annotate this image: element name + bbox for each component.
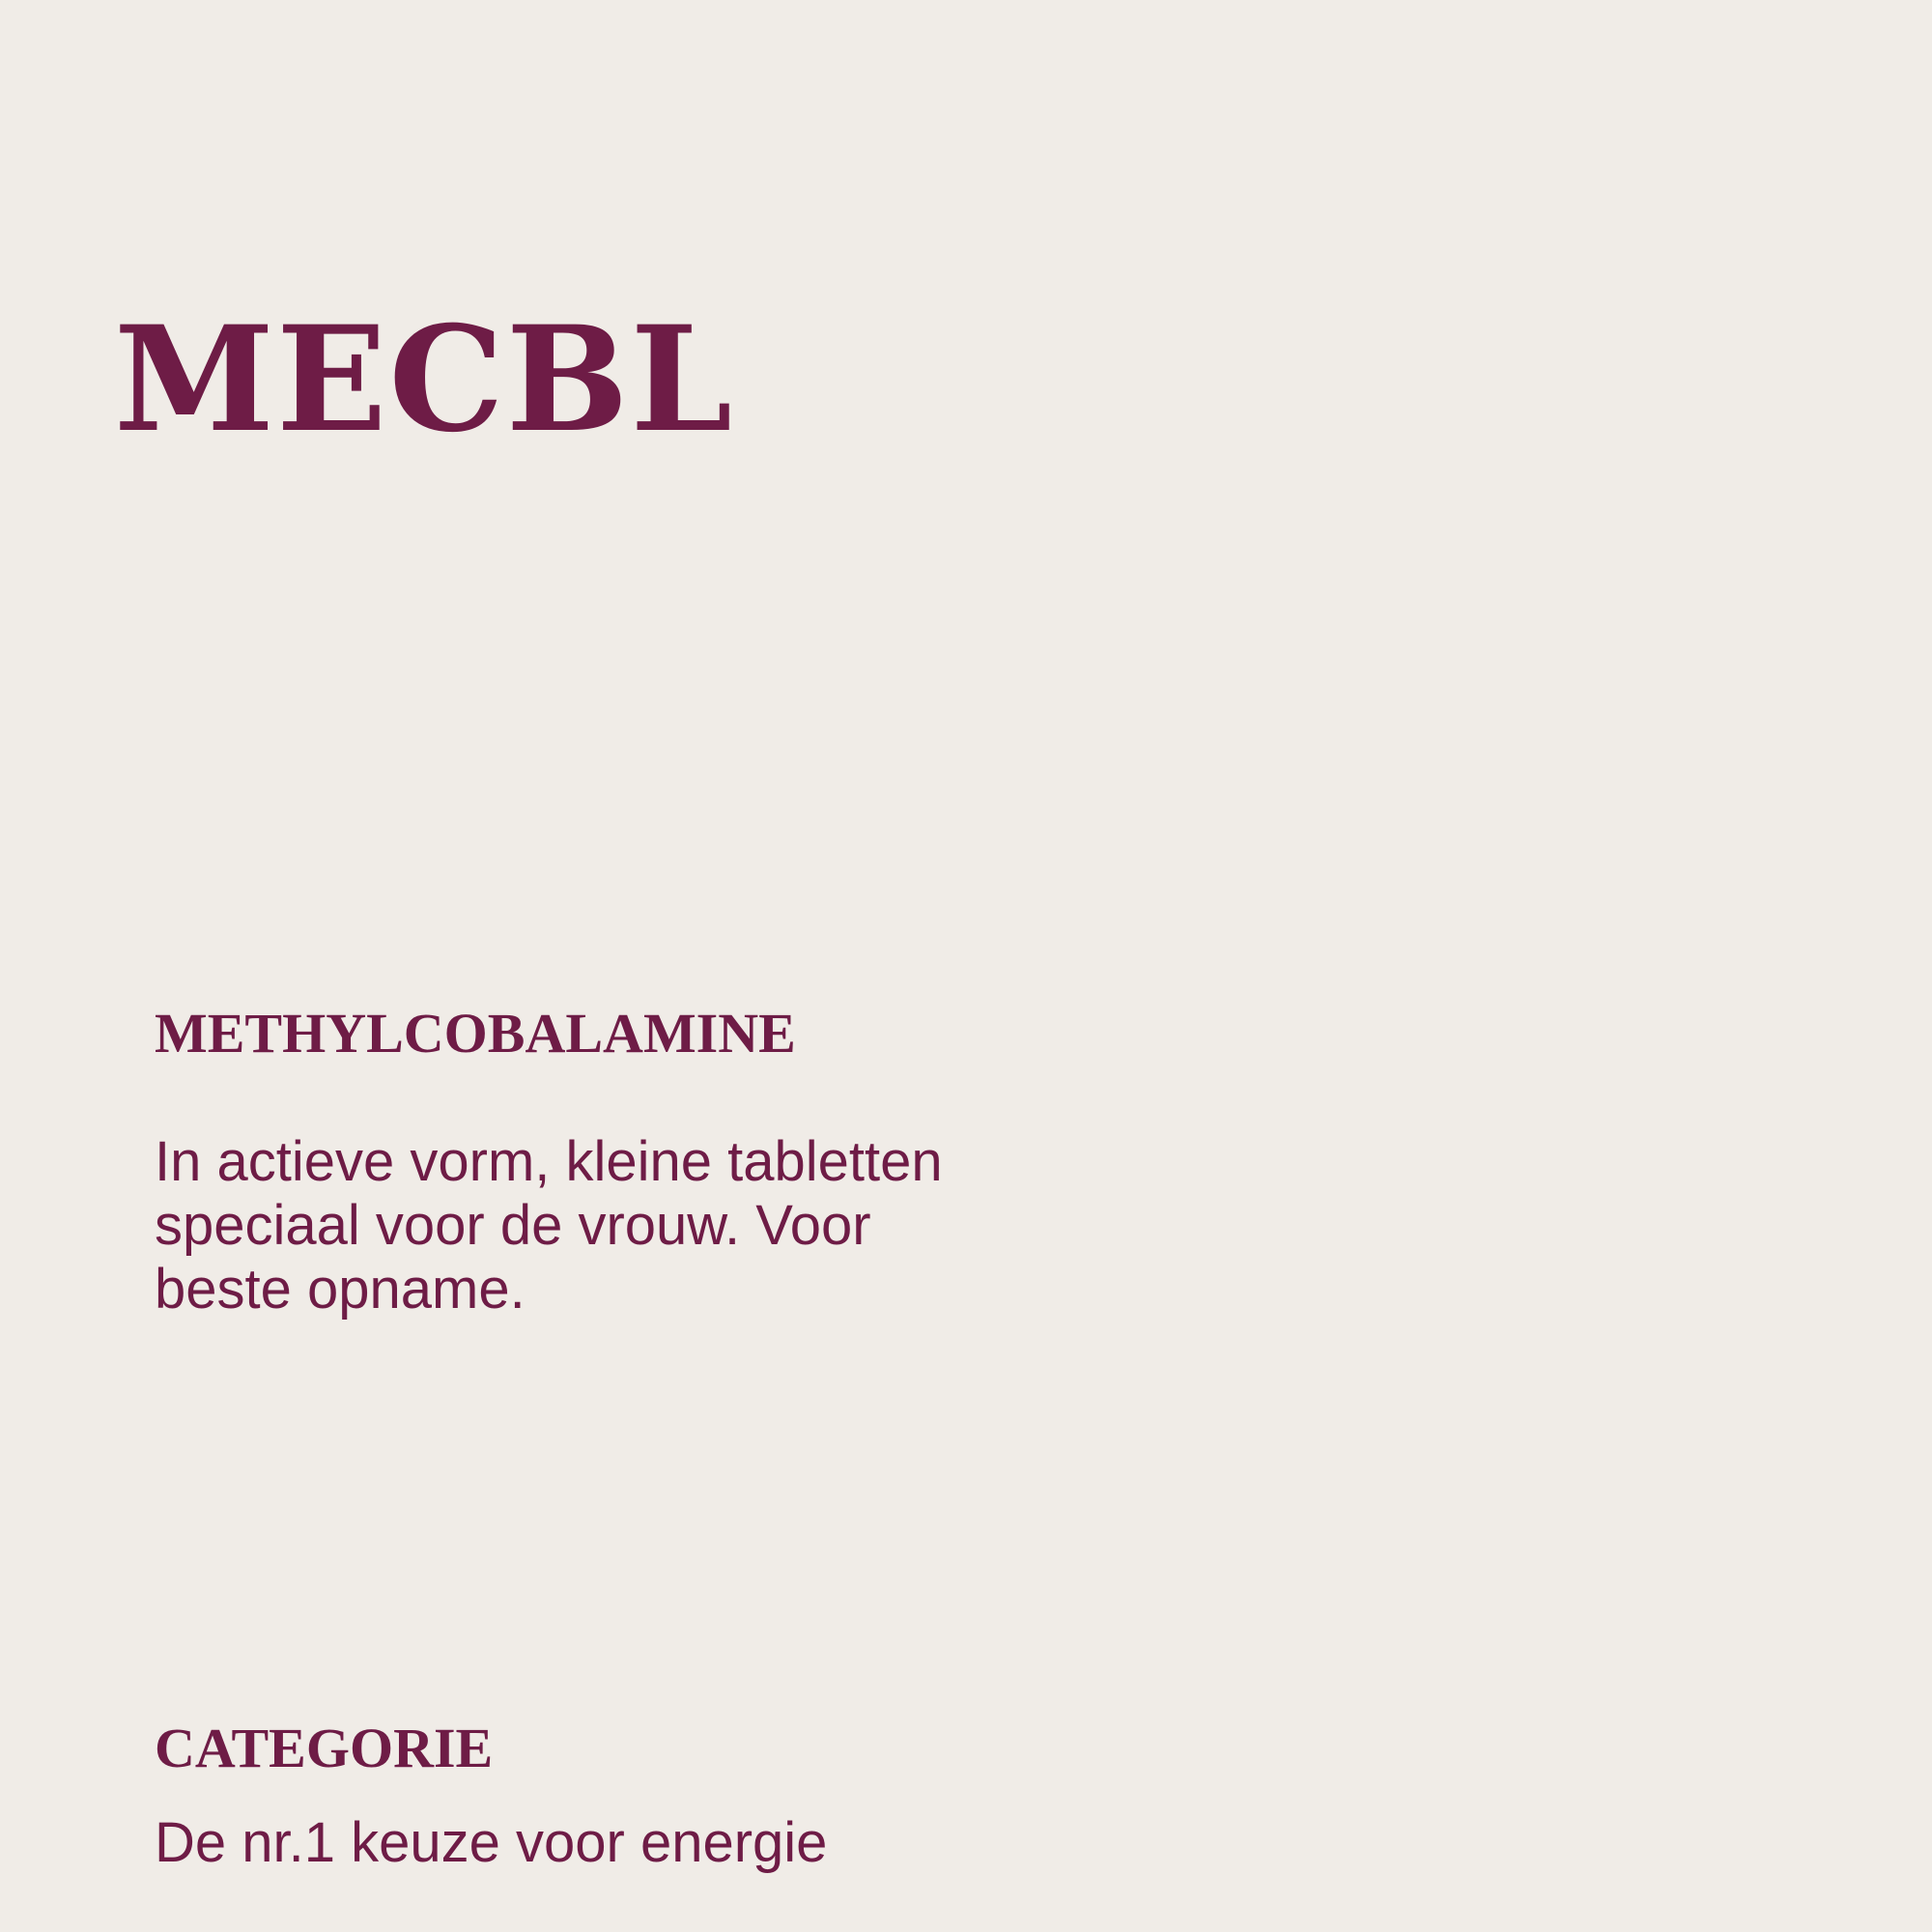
description-line: In actieve vorm, kleine tabletten [155, 1130, 943, 1193]
ingredient-description [155, 1130, 966, 1321]
description-line: beste opname. [155, 1258, 526, 1321]
category-heading: CATEGORIE [155, 1717, 494, 1779]
description-line: speciaal voor de vrouw. Voor [155, 1194, 871, 1257]
category-text: De nr.1 keuze voor energie [155, 1811, 828, 1874]
brand-title: MECBL [114, 295, 735, 465]
ingredient-heading: METHYLCOBALAMINE [155, 1002, 796, 1065]
